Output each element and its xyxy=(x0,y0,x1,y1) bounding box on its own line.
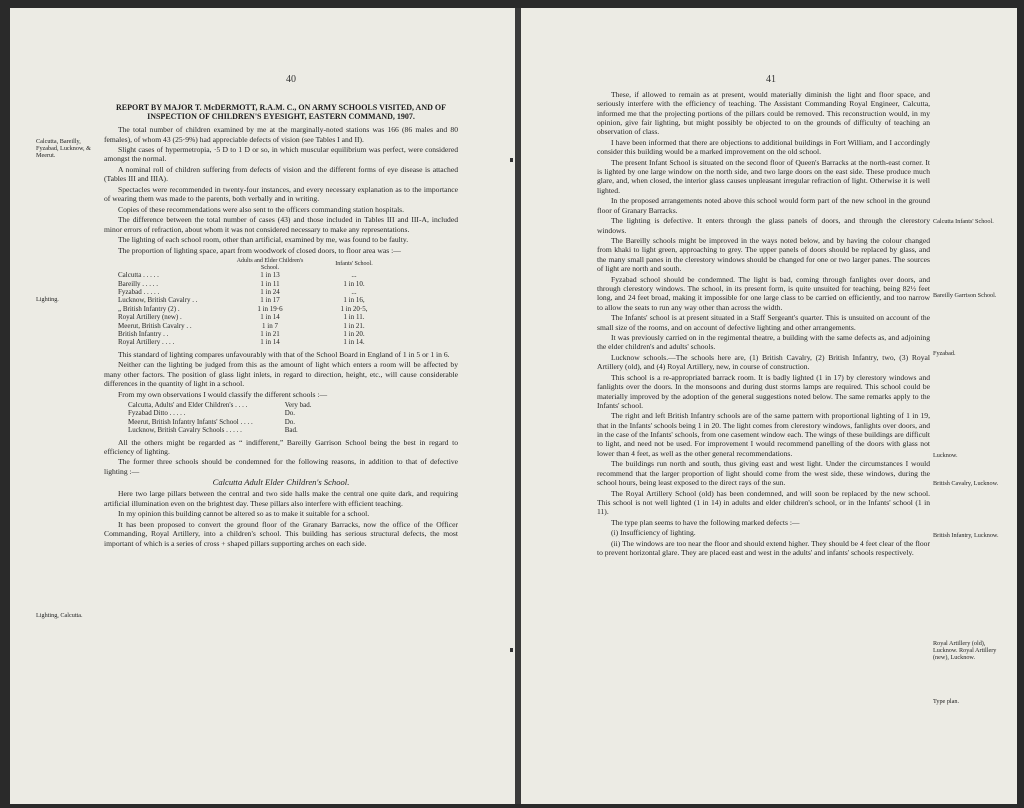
margin-note: Type plan. xyxy=(933,698,960,705)
paragraph: The present Infant School is situated on the second floor of Queen's Barracks at the north-east corner. It is lighted by one large window on the north side, and two large doors on the east side. These produce much glare, and, when closed, the interior glass causes unpleasant irregular refraction of light. Otherwise it is well lighted. xyxy=(597,157,930,195)
table-cell: 1 in 14 xyxy=(260,338,280,347)
table-row xyxy=(126,401,314,409)
table-row xyxy=(116,288,396,296)
right-text-column xyxy=(597,90,930,559)
paragraph: The lighting is defective. It enters through the glass panels of doors, and through the clerestory windows. xyxy=(597,216,930,235)
margin-note: Lighting, Calcutta. xyxy=(36,612,83,619)
table-cell: Calcutta, Adults' and Elder Children's . . . . xyxy=(128,400,248,409)
paragraph: All the others might be regarded as “ indifferent,” Bareilly Garrison School being the best in regard to efficiency of lighting. xyxy=(104,437,458,456)
paragraph: It has been proposed to convert the ground floor of the Granary Barracks, now the office of the Officer Commanding, Royal Artillery, into a children's school. This building has serious structural defects, the most important of which is a series of cross + shaped pillars supporting arches on each side. xyxy=(104,519,458,548)
paragraph: The buildings run north and south, thus giving east and west light. Under the circumstances I would recommend that the larger proportion of light should come from the west side, these windows, during the school hours, being least exposed to the direct rays of the sun. xyxy=(597,459,930,487)
margin-note: Lighting. xyxy=(36,296,59,303)
report-title: REPORT BY MAJOR T. McDERMOTT, R.A.M. C., ON ARMY SCHOOLS VISITED, AND OF INSPECTION OF CHILDREN'S EYESIGHT, EASTERN COMMAND, 1907. xyxy=(116,103,446,121)
left-text-column xyxy=(104,104,458,549)
table-row xyxy=(116,313,396,321)
table-cell: ... xyxy=(351,287,357,296)
binding-hole-mark xyxy=(510,158,513,162)
table-cell: 1 in 21 xyxy=(260,330,280,338)
table-cell: Do. xyxy=(284,409,296,418)
table-cell: Meerut, British Cavalry . . xyxy=(118,321,192,330)
table-row xyxy=(126,418,314,426)
margin-note: Lucknow. xyxy=(933,452,958,459)
table-cell: Bareilly . . . . . xyxy=(118,279,159,288)
binding-hole-mark xyxy=(510,648,513,652)
table-row xyxy=(116,338,396,346)
paragraph: I have been informed that there are objections to additional buildings in Fort William, and I accordingly consider this building would be a marked improvement on the old school. xyxy=(597,137,930,157)
table-cell: 1 in 14. xyxy=(343,338,365,347)
right-page xyxy=(521,8,1017,804)
paragraph: The lighting of each school room, other than artificial, examined by me, was found to be faulty. xyxy=(118,235,409,245)
defect-item: (i) Insufficiency of lighting. xyxy=(611,528,696,538)
margin-note: Fyzabad. xyxy=(933,350,956,357)
table-header: Adults and Elder Children's School. xyxy=(236,257,304,271)
page-number-left: 40 xyxy=(286,74,296,85)
table-cell: Calcutta . . . . . xyxy=(118,271,159,280)
table-cell: 1 in 11 xyxy=(260,279,280,288)
paragraph: From my own observations I would classify the different schools :— xyxy=(118,389,328,399)
table-cell: British Infantry . . xyxy=(118,330,169,338)
paragraph: Slight cases of hypermetropia, ·5 D to 1 D or so, in which muscular equilibrium was perfect, were considered amongst the normal. xyxy=(104,145,458,164)
table-row xyxy=(116,330,396,338)
table-cell: 1 in 21. xyxy=(343,321,365,330)
paragraph: The Bareilly schools might be improved in the ways noted below, and by having the colour changed from khaki to light green, approaching to grey. The upper panels of doors should be replaced by glass, and the many small panes in the clerestory windows should be changed for one or two larger panes. The sources of light are north and south. xyxy=(597,236,930,274)
table-header: Infants' School. xyxy=(335,261,373,268)
paragraph: Spectacles were recommended in twenty-four instances, and every necessary explanation as to the importance of wearing them was made to the parents, both verbally and in writing. xyxy=(104,184,458,204)
table-row xyxy=(116,322,396,330)
table-cell: Fyzabad Ditto . . . . . xyxy=(128,409,186,418)
table-row xyxy=(116,296,396,304)
table-cell: „ British Infantry (2) . xyxy=(118,304,180,313)
paragraph: The Infants' school is at present situated in a Staff Sergeant's quarter. This is unsuited on account of the small size of the rooms, and on account of defective lighting and other arrangements. xyxy=(597,313,930,332)
table-cell: 1 in 24 xyxy=(260,287,280,296)
table-cell: Fyzabad . . . . . xyxy=(118,287,160,296)
paragraph: Lucknow schools.—The schools here are, (1) British Cavalry, (2) British Infantry, two, (3) Royal Artillery (old), and (4) Royal Artillery, new, in course of construction. xyxy=(597,352,930,372)
paragraph: In the proposed arrangements noted above this school would form part of the new school in the ground floor of Granary Barracks. xyxy=(597,196,930,215)
paragraph: The right and left British Infantry schools are of the same pattern with proportional lighting of 1 in 19, that in the Infants' schools being 1 in 20. The light comes from clerestory windows, fanlights over doors, and in the case of the Infants' schools, from one casement window each. The wings of these buildings are difficult to light, and need not be used. For improvement I would recommend panelling of the doors with glass not lower than 4 feet, as well as the other general recommendations. xyxy=(597,411,931,458)
margin-note: British Infantry, Lucknow. xyxy=(933,532,999,539)
table-row xyxy=(126,426,314,434)
paragraph: This school is a re-appropriated barrack room. It is badly lighted (1 in 17) by clerestory windows and fanlights over the doors. In the monsoons and during dust storms lamps are required. This school could be materially improved by the adoption of the general suggestions noted below. The same remarks apply to the Infants' school. xyxy=(597,372,930,410)
table-cell: Royal Artillery . . . . xyxy=(118,338,175,347)
table-row xyxy=(116,271,396,279)
school-classification-table xyxy=(126,401,314,435)
paragraph: In my opinion this building cannot be altered so as to make it suitable for a school. xyxy=(118,509,370,519)
table-row xyxy=(116,280,396,288)
table-cell: Bad. xyxy=(284,426,298,435)
margin-note: Calcutta Infants' School. xyxy=(933,218,994,225)
paragraph: The total number of children examined by me at the marginally-noted stations was 166 (86 males and 80 females), of whom 43 (25·9%) had appreciable defects of vision (see Tables I and II). xyxy=(104,125,458,144)
table-cell: 1 in 14 xyxy=(260,313,280,322)
paragraph: The type plan seems to have the following marked defects :— xyxy=(611,517,800,527)
paragraph: The former three schools should be condemned for the following reasons, in addition to that of defective lighting :— xyxy=(104,457,458,476)
paragraph: This standard of lighting compares unfavourably with that of the School Board in England of 1 in 5 or 1 in 6. xyxy=(118,349,450,359)
page-number-right: 41 xyxy=(766,74,776,85)
table-cell: 1 in 20. xyxy=(343,330,365,338)
paragraph: The proportion of lighting space, apart from woodwork of closed doors, to floor area was :— xyxy=(118,245,401,255)
table-cell: Royal Artillery (new) . xyxy=(118,313,182,322)
table-cell: Meerut, British Infantry Infants' School . . . . xyxy=(128,417,253,426)
table-cell: 1 in 7 xyxy=(262,321,278,330)
table-cell: ... xyxy=(351,271,357,280)
paragraph: These, if allowed to remain as at present, would materially diminish the light and floor space, and seriously interfere with the efficiency of teaching. The Assistant Commanding Royal Engineer, Calcutta, informed me that the projecting portions of the pillars could be removed. This reconstruction would, in my opinion, give fair lighting, but might possibly be objected to on the grounds of difficulty of teaching an observation of class. xyxy=(597,90,930,137)
paragraph: It was previously carried on in the regimental theatre, a building with the same defects as, and adjoining the elder children's and adults' schools. xyxy=(597,333,930,352)
paragraph: Neither can the lighting be judged from this as the amount of light which enters a room will be affected by many other factors. The position of glass light inlets, in regard to direction, height, etc., will cause considerable differences in the quantity of light in a school. xyxy=(104,360,458,389)
table-cell: 1 in 20·5, xyxy=(340,304,368,313)
margin-note: British Cavalry, Lucknow. xyxy=(933,480,999,487)
table-row xyxy=(126,409,314,417)
table-cell: 1 in 16, xyxy=(343,296,365,305)
paragraph: The difference between the total number of cases (43) and those included in Tables III and III-A, included minor errors of refraction, about whom it was not considered necessary to make any representations. xyxy=(104,215,458,234)
paragraph: The Royal Artillery School (old) has been condemned, and will soon be replaced by the new school. This school is not well lighted (1 in 14) in adults and elder children's school, or in the Infants' school (1 in 11). xyxy=(597,488,930,517)
table-cell: Very bad. xyxy=(284,400,312,409)
table-cell: 1 in 11. xyxy=(343,313,365,322)
table-cell: Lucknow, British Cavalry . . xyxy=(118,296,198,305)
table-row xyxy=(116,305,396,313)
table-cell: 1 in 19·6 xyxy=(257,304,283,313)
table-cell: Lucknow, British Cavalry Schools . . . . . xyxy=(128,426,242,435)
left-page xyxy=(10,8,515,804)
lighting-proportion-table xyxy=(116,258,396,347)
margin-note: Calcutta, Bareilly, Fyzabad, Lucknow, & Meerut. xyxy=(36,138,91,160)
defect-item: (ii) The windows are too near the floor and should extend higher. They should be 4 feet clear of the floor to prevent horizontal glare. They are placed east and west in the adults' and infants' schools respectively. xyxy=(597,538,930,558)
margin-note: Royal Artillery (old), Lucknow. Royal Artillery (new), Lucknow. xyxy=(933,640,997,662)
paragraph: Fyzabad school should be condemned. The light is bad, coming through fanlights over doors, and through clerestory windows. The school, in its present form, is quite unsuited for teaching, being 82½ feet long, and 24 feet broad, making it impossible for one large class to be carried on efficiently, and too narrow to allow the seats to run any way other than across the width. xyxy=(597,274,930,312)
table-cell: 1 in 13 xyxy=(260,271,280,280)
table-header xyxy=(116,258,228,271)
paragraph: A nominal roll of children suffering from defects of vision and the different forms of eye disease is attached (Tables III and IIIA). xyxy=(104,164,458,184)
section-subheading: Calcutta Adult Elder Children's School. xyxy=(212,477,350,488)
table-cell: Do. xyxy=(284,417,296,426)
paragraph: Here two large pillars between the central and two side halls make the central one quite dark, and requiring artificial illumination even on the brightest day. These pillars also interfere with efficient teaching. xyxy=(104,489,458,508)
table-cell: 1 in 10. xyxy=(343,279,365,288)
table-cell: 1 in 17 xyxy=(260,296,280,305)
margin-note: Bareilly Garrison School. xyxy=(933,292,997,299)
paragraph: Copies of these recommendations were also sent to the officers commanding station hospitals. xyxy=(118,204,405,214)
